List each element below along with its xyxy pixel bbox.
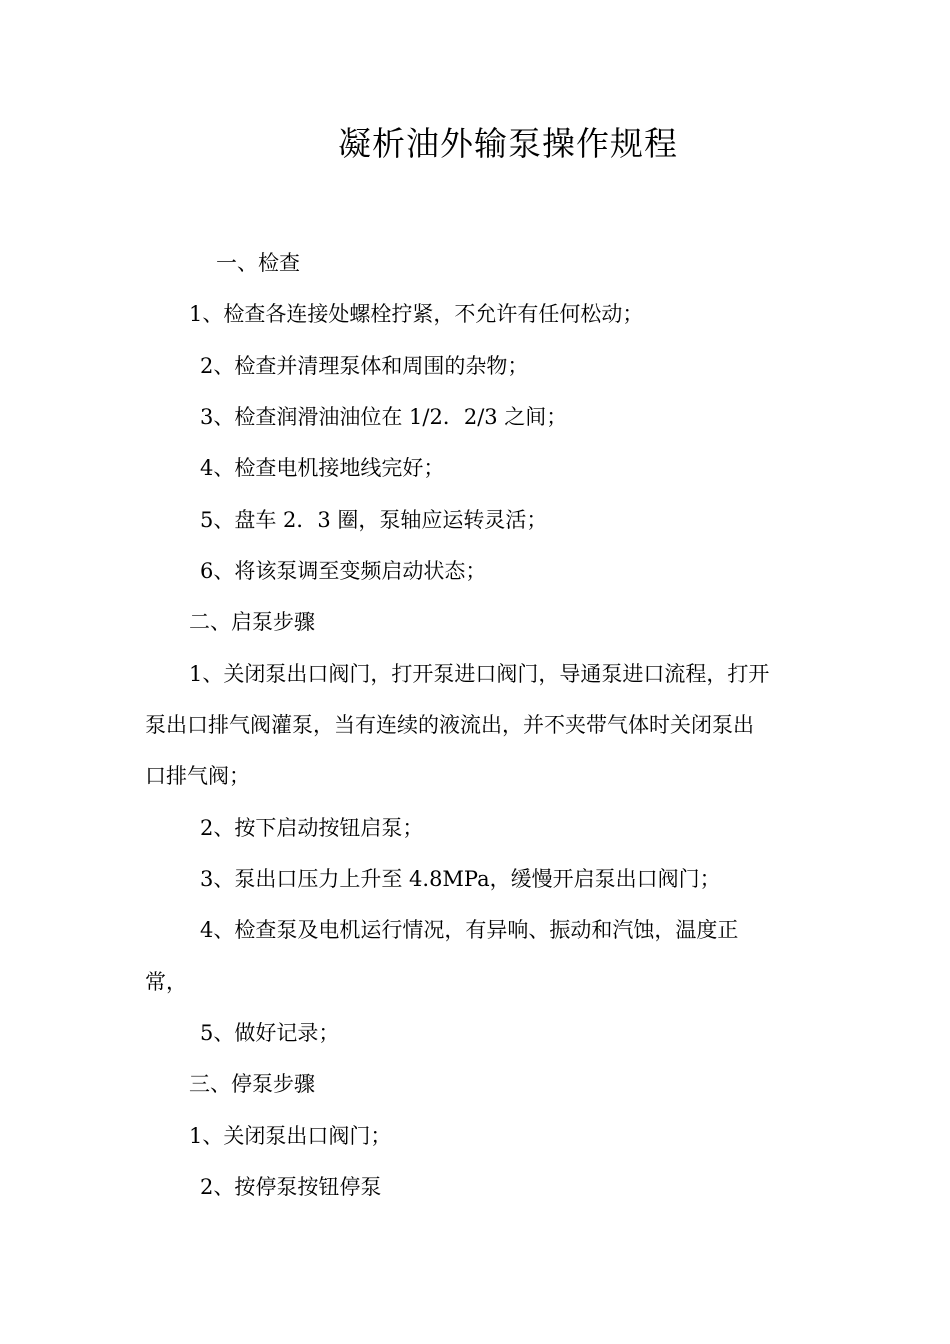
- paragraph-line: 6、将该泵调至变频启动状态；: [200, 559, 487, 583]
- paragraph-line: 1、关闭泵出口阀门，打开泵进口阀门，导通泵进口流程，打开: [189, 662, 770, 686]
- paragraph-line: 4、检查电机接地线完好；: [200, 456, 445, 480]
- paragraph-line: 5、做好记录；: [200, 1021, 340, 1045]
- paragraph-line: 2、检查并清理泵体和周围的杂物；: [200, 354, 529, 378]
- section-heading-inspection: 一、检查: [216, 251, 300, 275]
- paragraph-line: 泵出口排气阀灌泵，当有连续的液流出，并不夹带气体时关闭泵出: [145, 713, 754, 737]
- paragraph-line: 常，: [145, 970, 187, 994]
- paragraph-line: 1、检查各连接处螺栓拧紧，不允许有任何松动；: [189, 302, 644, 326]
- paragraph-line: 2、按下启动按钮启泵；: [200, 816, 424, 840]
- paragraph-line: 2、按停泵按钮停泵: [200, 1175, 382, 1199]
- document-title: 凝析油外输泵操作规程: [338, 124, 678, 163]
- paragraph-line: 口排气阀；: [145, 764, 250, 788]
- paragraph-line: 1、关闭泵出口阀门；: [189, 1124, 392, 1148]
- section-heading-stop-pump: 三、停泵步骤: [189, 1072, 315, 1096]
- paragraph-line: 4、检查泵及电机运行情况，有异响、振动和汽蚀，温度正: [200, 918, 739, 942]
- paragraph-line: 3、泵出口压力上升至 4.8MPa，缓慢开启泵出口阀门；: [200, 867, 721, 891]
- section-heading-start-pump: 二、启泵步骤: [189, 610, 315, 634]
- paragraph-line: 3、检查润滑油油位在 1/2．2/3 之间；: [200, 405, 568, 429]
- paragraph-line: 5、盘车 2．3 圈，泵轴应运转灵活；: [200, 508, 548, 532]
